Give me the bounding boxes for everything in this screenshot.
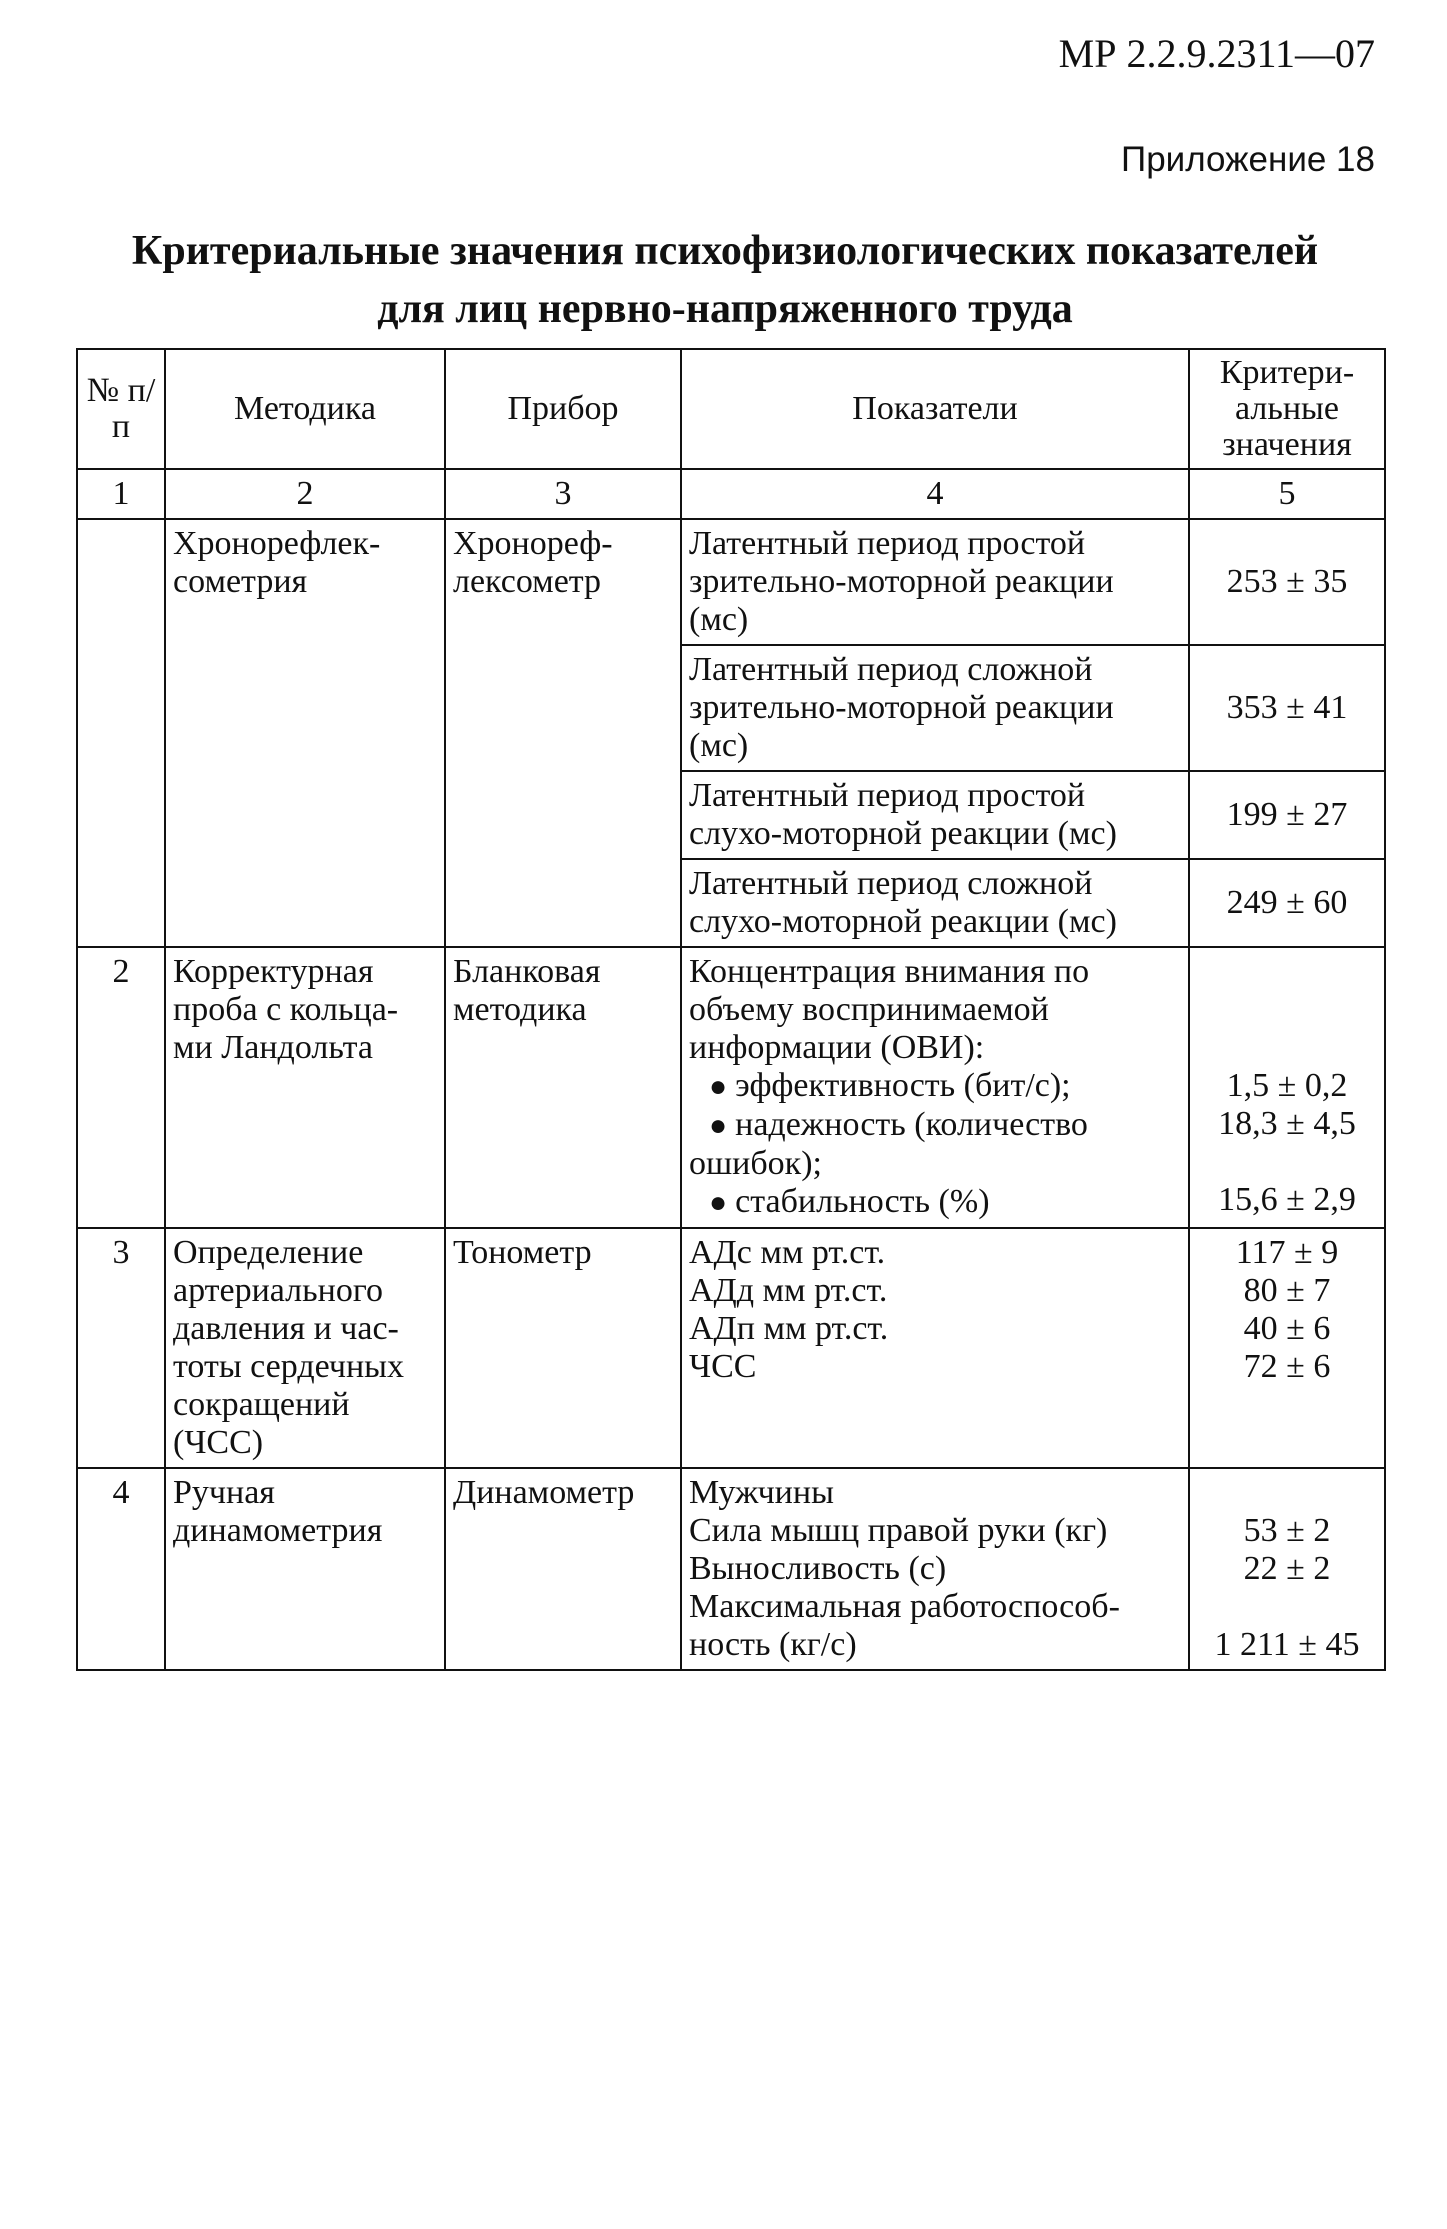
column-index-row: [77, 469, 1385, 519]
bullet-item: [689, 1106, 1181, 1145]
indicator-cell: [681, 947, 1189, 1228]
method-cell: Ручная динамометрия: [165, 1468, 445, 1670]
bullet-continuation: ошибок);: [689, 1145, 822, 1182]
method-cell: Хронорефлек-сометрия: [165, 519, 445, 947]
criteria-value: 40 ± 6: [1243, 1310, 1331, 1347]
header-indicators: Показатели: [681, 349, 1189, 469]
row-number: 4: [77, 1468, 165, 1670]
table-row: [77, 947, 1385, 1228]
device-cell: Хронореф-лексометр: [445, 519, 681, 947]
bullet-text: стабильность (%): [735, 1183, 990, 1220]
column-index: 1: [77, 469, 165, 519]
column-index: 3: [445, 469, 681, 519]
indicator-line: Выносливость (с): [689, 1550, 947, 1587]
indicator-cell: [681, 1468, 1189, 1670]
criteria-values: [1189, 947, 1385, 1228]
row-number: 2: [77, 947, 165, 1228]
criteria-value: 1 211 ± 45: [1214, 1626, 1360, 1663]
device-cell: Бланковая методика: [445, 947, 681, 1228]
title-line-2: для лиц нервно-напряженного труда: [377, 286, 1073, 332]
bullet-icon: ●: [709, 1109, 728, 1142]
bullet-icon: ●: [709, 1070, 728, 1103]
criteria-value: 18,3 ± 4,5: [1218, 1105, 1356, 1142]
table-row: [77, 519, 1385, 645]
bullet-text: надежность (количество: [735, 1106, 1088, 1143]
appendix-label: Приложение 18: [1121, 140, 1375, 179]
device-cell: Тонометр: [445, 1228, 681, 1468]
indicator-line: Максимальная работоспособ-ность (кг/с): [689, 1588, 1120, 1663]
header-row: [77, 349, 1385, 469]
method-cell: Определение артериального давления и час-тоты сердечных сокращений (ЧСС): [165, 1228, 445, 1468]
document-code: МР 2.2.9.2311—07: [1058, 31, 1375, 76]
column-index: 5: [1189, 469, 1385, 519]
criteria-value: 253 ± 35: [1189, 519, 1385, 645]
indicator-intro: Концентрация внимания по объему воспринимаемой информации (ОВИ):: [689, 953, 1090, 1066]
indicator-cell: Латентный период сложной зрительно-моторной реакции (мс): [681, 645, 1189, 771]
indicator-line: АДс мм рт.ст.: [689, 1234, 886, 1271]
page-title: [60, 222, 1390, 338]
indicator-line: ЧСС: [689, 1348, 757, 1385]
indicator-line: Мужчины: [689, 1474, 834, 1511]
bullet-item: [689, 1183, 1181, 1222]
indicator-cell: Латентный период простой слухо-моторной реакции (мс): [681, 771, 1189, 859]
criteria-value: 72 ± 6: [1243, 1348, 1331, 1385]
header-criteria-line-3: значения: [1222, 426, 1352, 463]
indicator-cell: Латентный период простой зрительно-моторной реакции (мс): [681, 519, 1189, 645]
criteria-value: 353 ± 41: [1189, 645, 1385, 771]
criteria-value: 199 ± 27: [1189, 771, 1385, 859]
criteria-value: 22 ± 2: [1243, 1550, 1331, 1587]
bullet-icon: ●: [709, 1186, 728, 1219]
criteria-value: 53 ± 2: [1243, 1512, 1331, 1549]
header-criteria-line-1: Критери-: [1219, 354, 1355, 391]
header-criteria: [1189, 349, 1385, 469]
criteria-values: [1189, 1228, 1385, 1468]
indicator-line: АДп мм рт.ст.: [689, 1310, 889, 1347]
indicator-line: АДд мм рт.ст.: [689, 1272, 888, 1309]
device-cell: Динамометр: [445, 1468, 681, 1670]
criteria-value: 249 ± 60: [1189, 859, 1385, 947]
indicator-cell: [681, 1228, 1189, 1468]
header-device: Прибор: [445, 349, 681, 469]
criteria-value: 1,5 ± 0,2: [1226, 1067, 1348, 1104]
criteria-value: 15,6 ± 2,9: [1218, 1181, 1356, 1218]
criteria-table: [76, 348, 1386, 1671]
criteria-value: 117 ± 9: [1235, 1234, 1339, 1271]
method-cell: Корректурная проба с кольца-ми Ландольта: [165, 947, 445, 1228]
title-line-1: Критериальные значения психофизиологических показателей: [131, 228, 1319, 274]
header-num: № п/п: [77, 349, 165, 469]
table-row: [77, 1228, 1385, 1468]
bullet-item: [689, 1067, 1181, 1106]
criteria-value: 80 ± 7: [1243, 1272, 1331, 1309]
row-number: 3: [77, 1228, 165, 1468]
indicator-line: Сила мышц правой руки (кг): [689, 1512, 1108, 1549]
header-criteria-line-2: альные: [1235, 390, 1339, 427]
bullet-text: эффективность (бит/с);: [735, 1067, 1071, 1104]
row-number: [77, 519, 165, 947]
column-index: 2: [165, 469, 445, 519]
table-row: [77, 1468, 1385, 1670]
column-index: 4: [681, 469, 1189, 519]
criteria-values: [1189, 1468, 1385, 1670]
indicator-cell: Латентный период сложной слухо-моторной реакции (мс): [681, 859, 1189, 947]
header-method: Методика: [165, 349, 445, 469]
